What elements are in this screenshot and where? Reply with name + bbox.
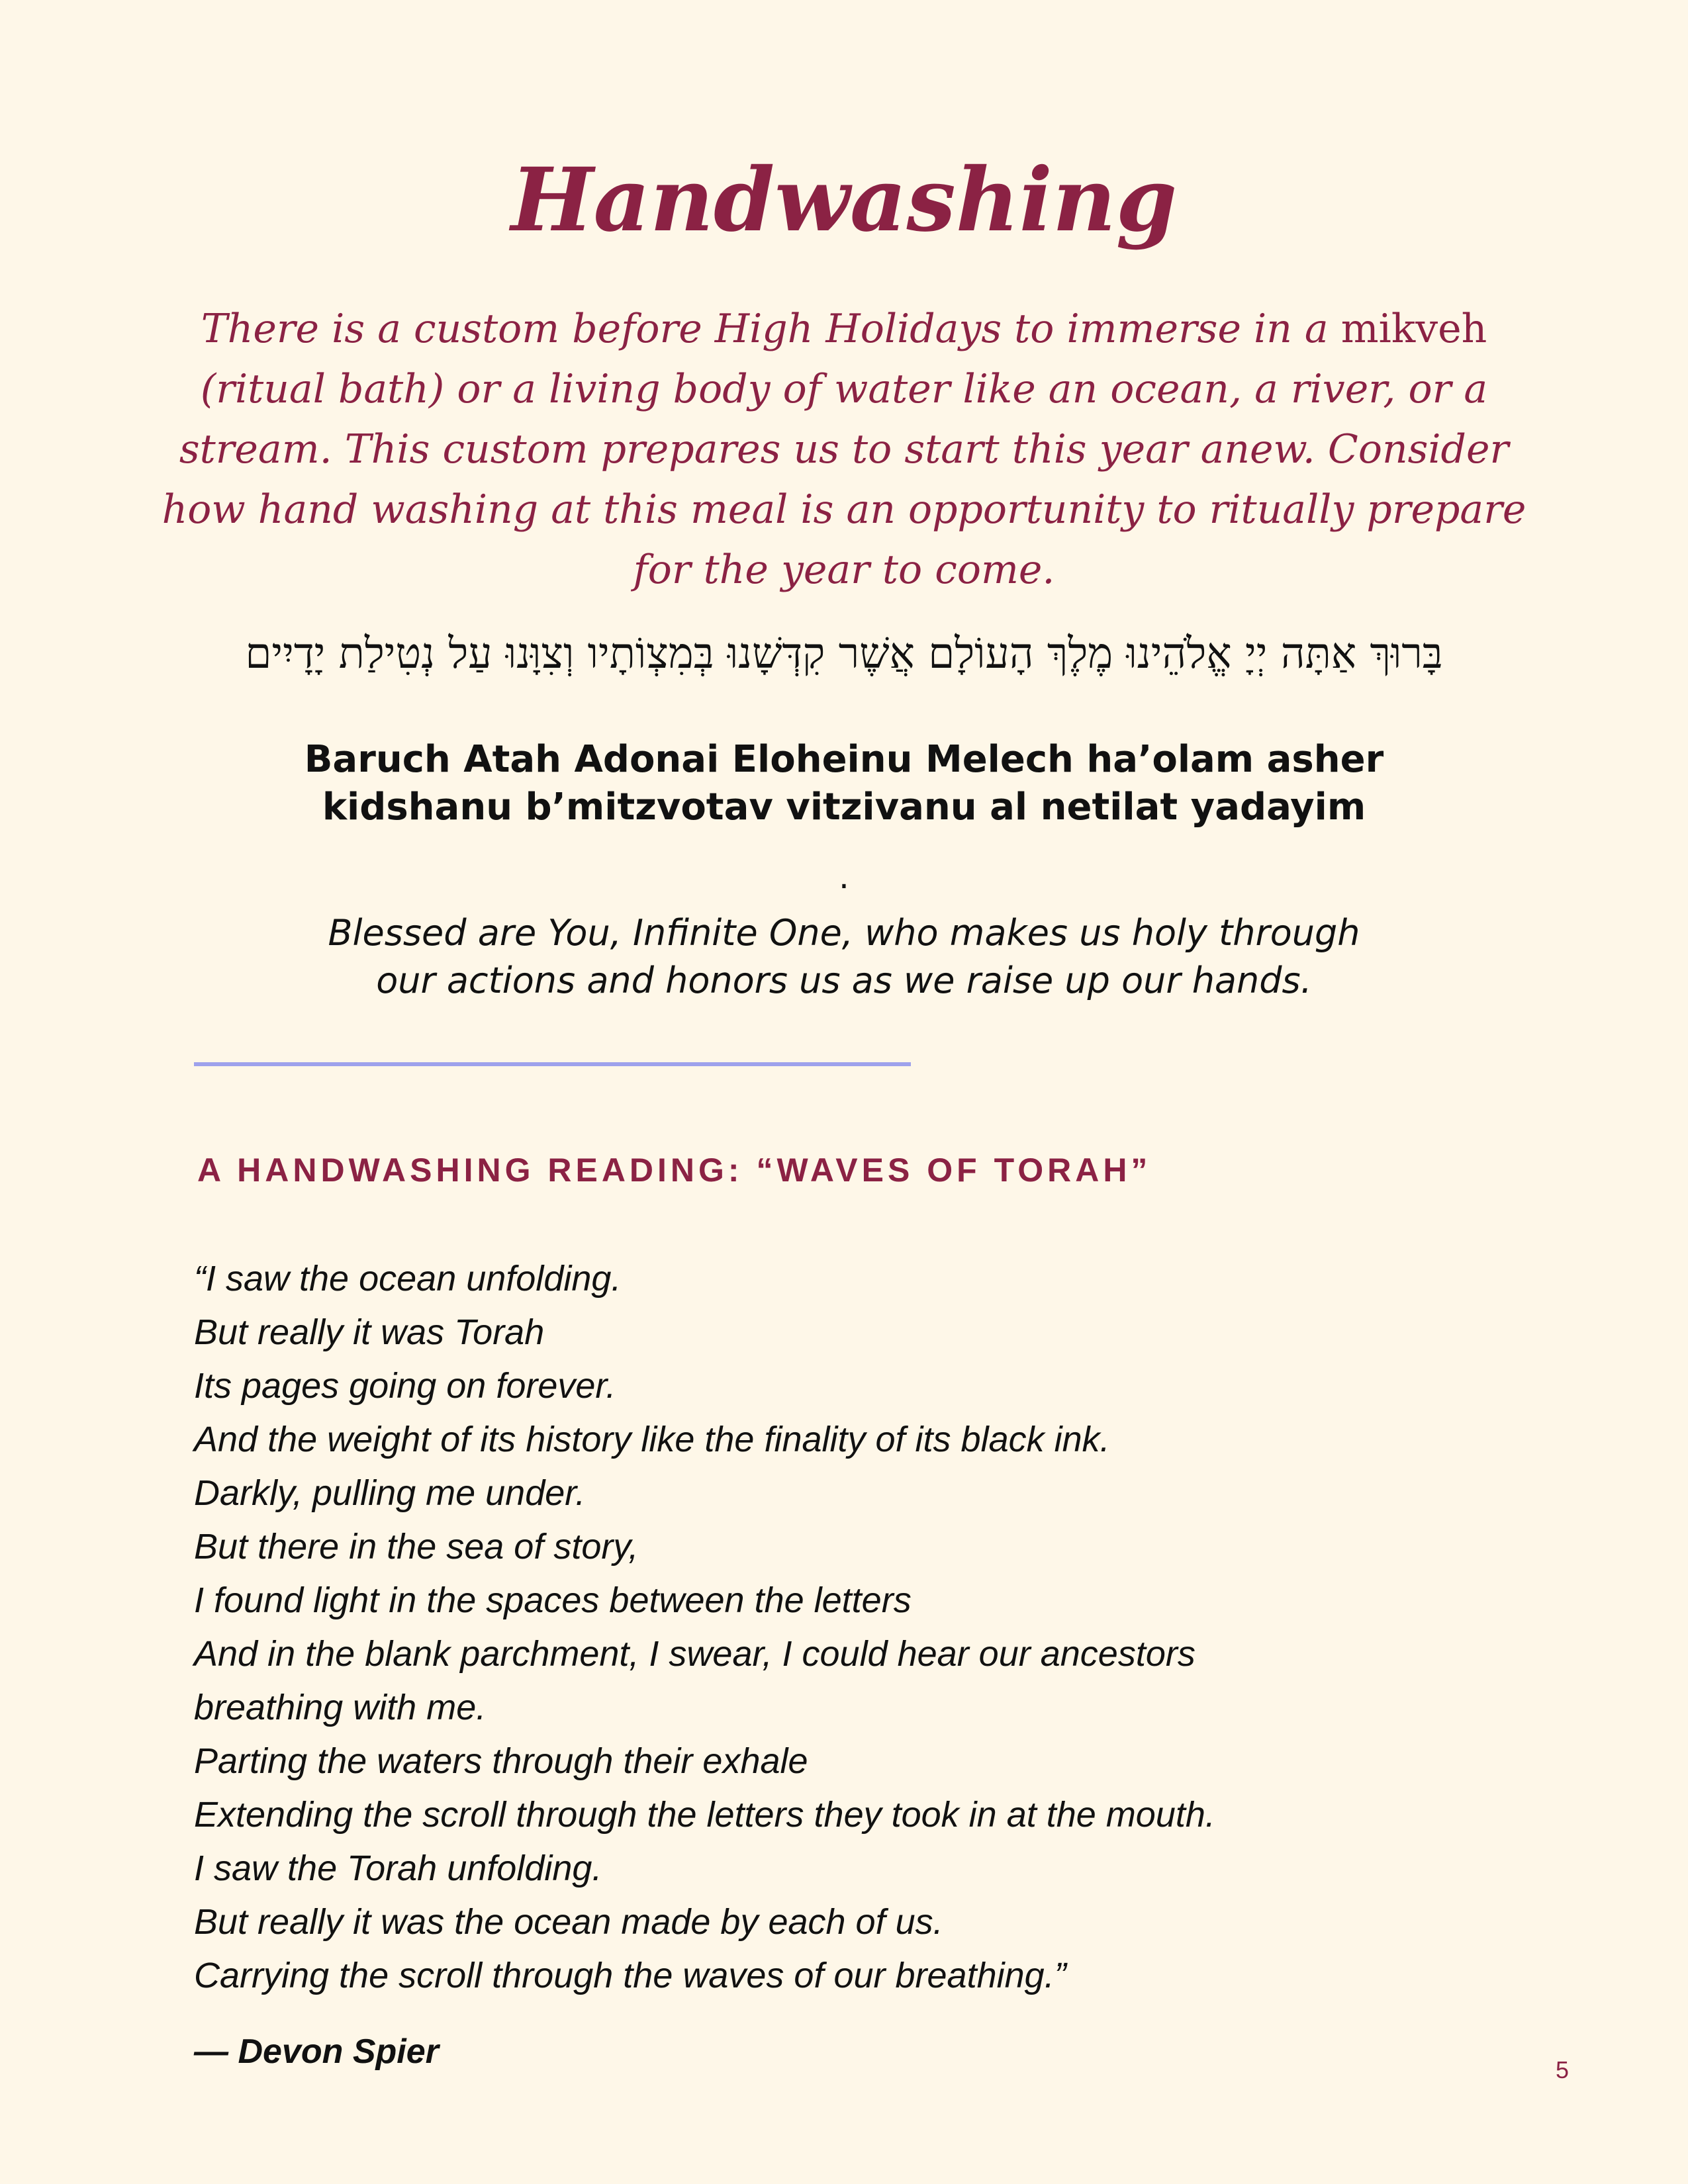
poem-line: I found light in the spaces between the letters [194,1580,912,1620]
poem-line: I saw the Torah unfolding. [194,1848,602,1888]
intro-text-end: (ritual bath) or a living body of water like an ocean, a river, or a stream. This custom prepares us to start this year anew. Consider how hand washing at this meal is an opportunity to ritually prepare for the year to come. [162,366,1526,593]
translation-line-2: our actions and honors us as we raise up our hands. [376,960,1312,1001]
blessing-translation [132,909,1556,1005]
poem [194,1252,1518,2003]
poem-author: — Devon Spier [194,2032,439,2071]
section-divider [194,1062,911,1066]
blessing-hebrew: בָּרוּךְ אַתָּה יְיָ אֱלֹהֵינוּ מֶלֶךְ הָעוֹלָם אֲשֶׁר קִדְּשָׁנוּ בְּמִצְוֹתָיו וְצִוָּנוּ עַל נְטִילַת יָדָיִים [245,629,1443,678]
poem-line: And the weight of its history like the finality of its black ink. [194,1420,1110,1459]
transliteration-line-1: Baruch Atah Adonai Eloheinu Melech ha’olam asher [304,738,1384,781]
reading-heading: A HANDWASHING READING: “WAVES OF TORAH” [197,1152,1152,1189]
page-number: 5 [1555,2056,1570,2083]
poem-line: Darkly, pulling me under. [194,1473,586,1513]
poem-line: Parting the waters through their exhale [194,1741,808,1781]
translation-line-1: Blessed are You, Infinite One, who makes us holy through [328,912,1360,954]
poem-line: But really it was Torah [194,1312,545,1352]
poem-line: But there in the sea of story, [194,1527,639,1567]
poem-line: Extending the scroll through the letters they took in at the mouth. [194,1795,1215,1835]
poem-line: But really it was the ocean made by each of us. [194,1902,943,1942]
page-title: Handwashing [510,149,1178,251]
poem-line: Its pages going on forever. [194,1366,616,1406]
separator-dot: . [839,858,849,896]
poem-line: Carrying the scroll through the waves of our breathing.” [194,1956,1066,1995]
intro-text-start: There is a custom before High Holidays to immerse in a [201,306,1341,352]
poem-line: “I saw the ocean unfolding. [194,1259,622,1298]
blessing-transliteration [132,736,1556,831]
poem-line: And in the blank parchment, I swear, I could hear our ancestors [194,1634,1196,1674]
intro-term-mikveh: mikveh [1340,306,1487,352]
poem-line: breathing with me. [194,1688,487,1727]
intro-paragraph [132,299,1556,600]
transliteration-line-2: kidshanu b’mitzvotav vitzivanu al netilat yadayim [322,786,1366,829]
